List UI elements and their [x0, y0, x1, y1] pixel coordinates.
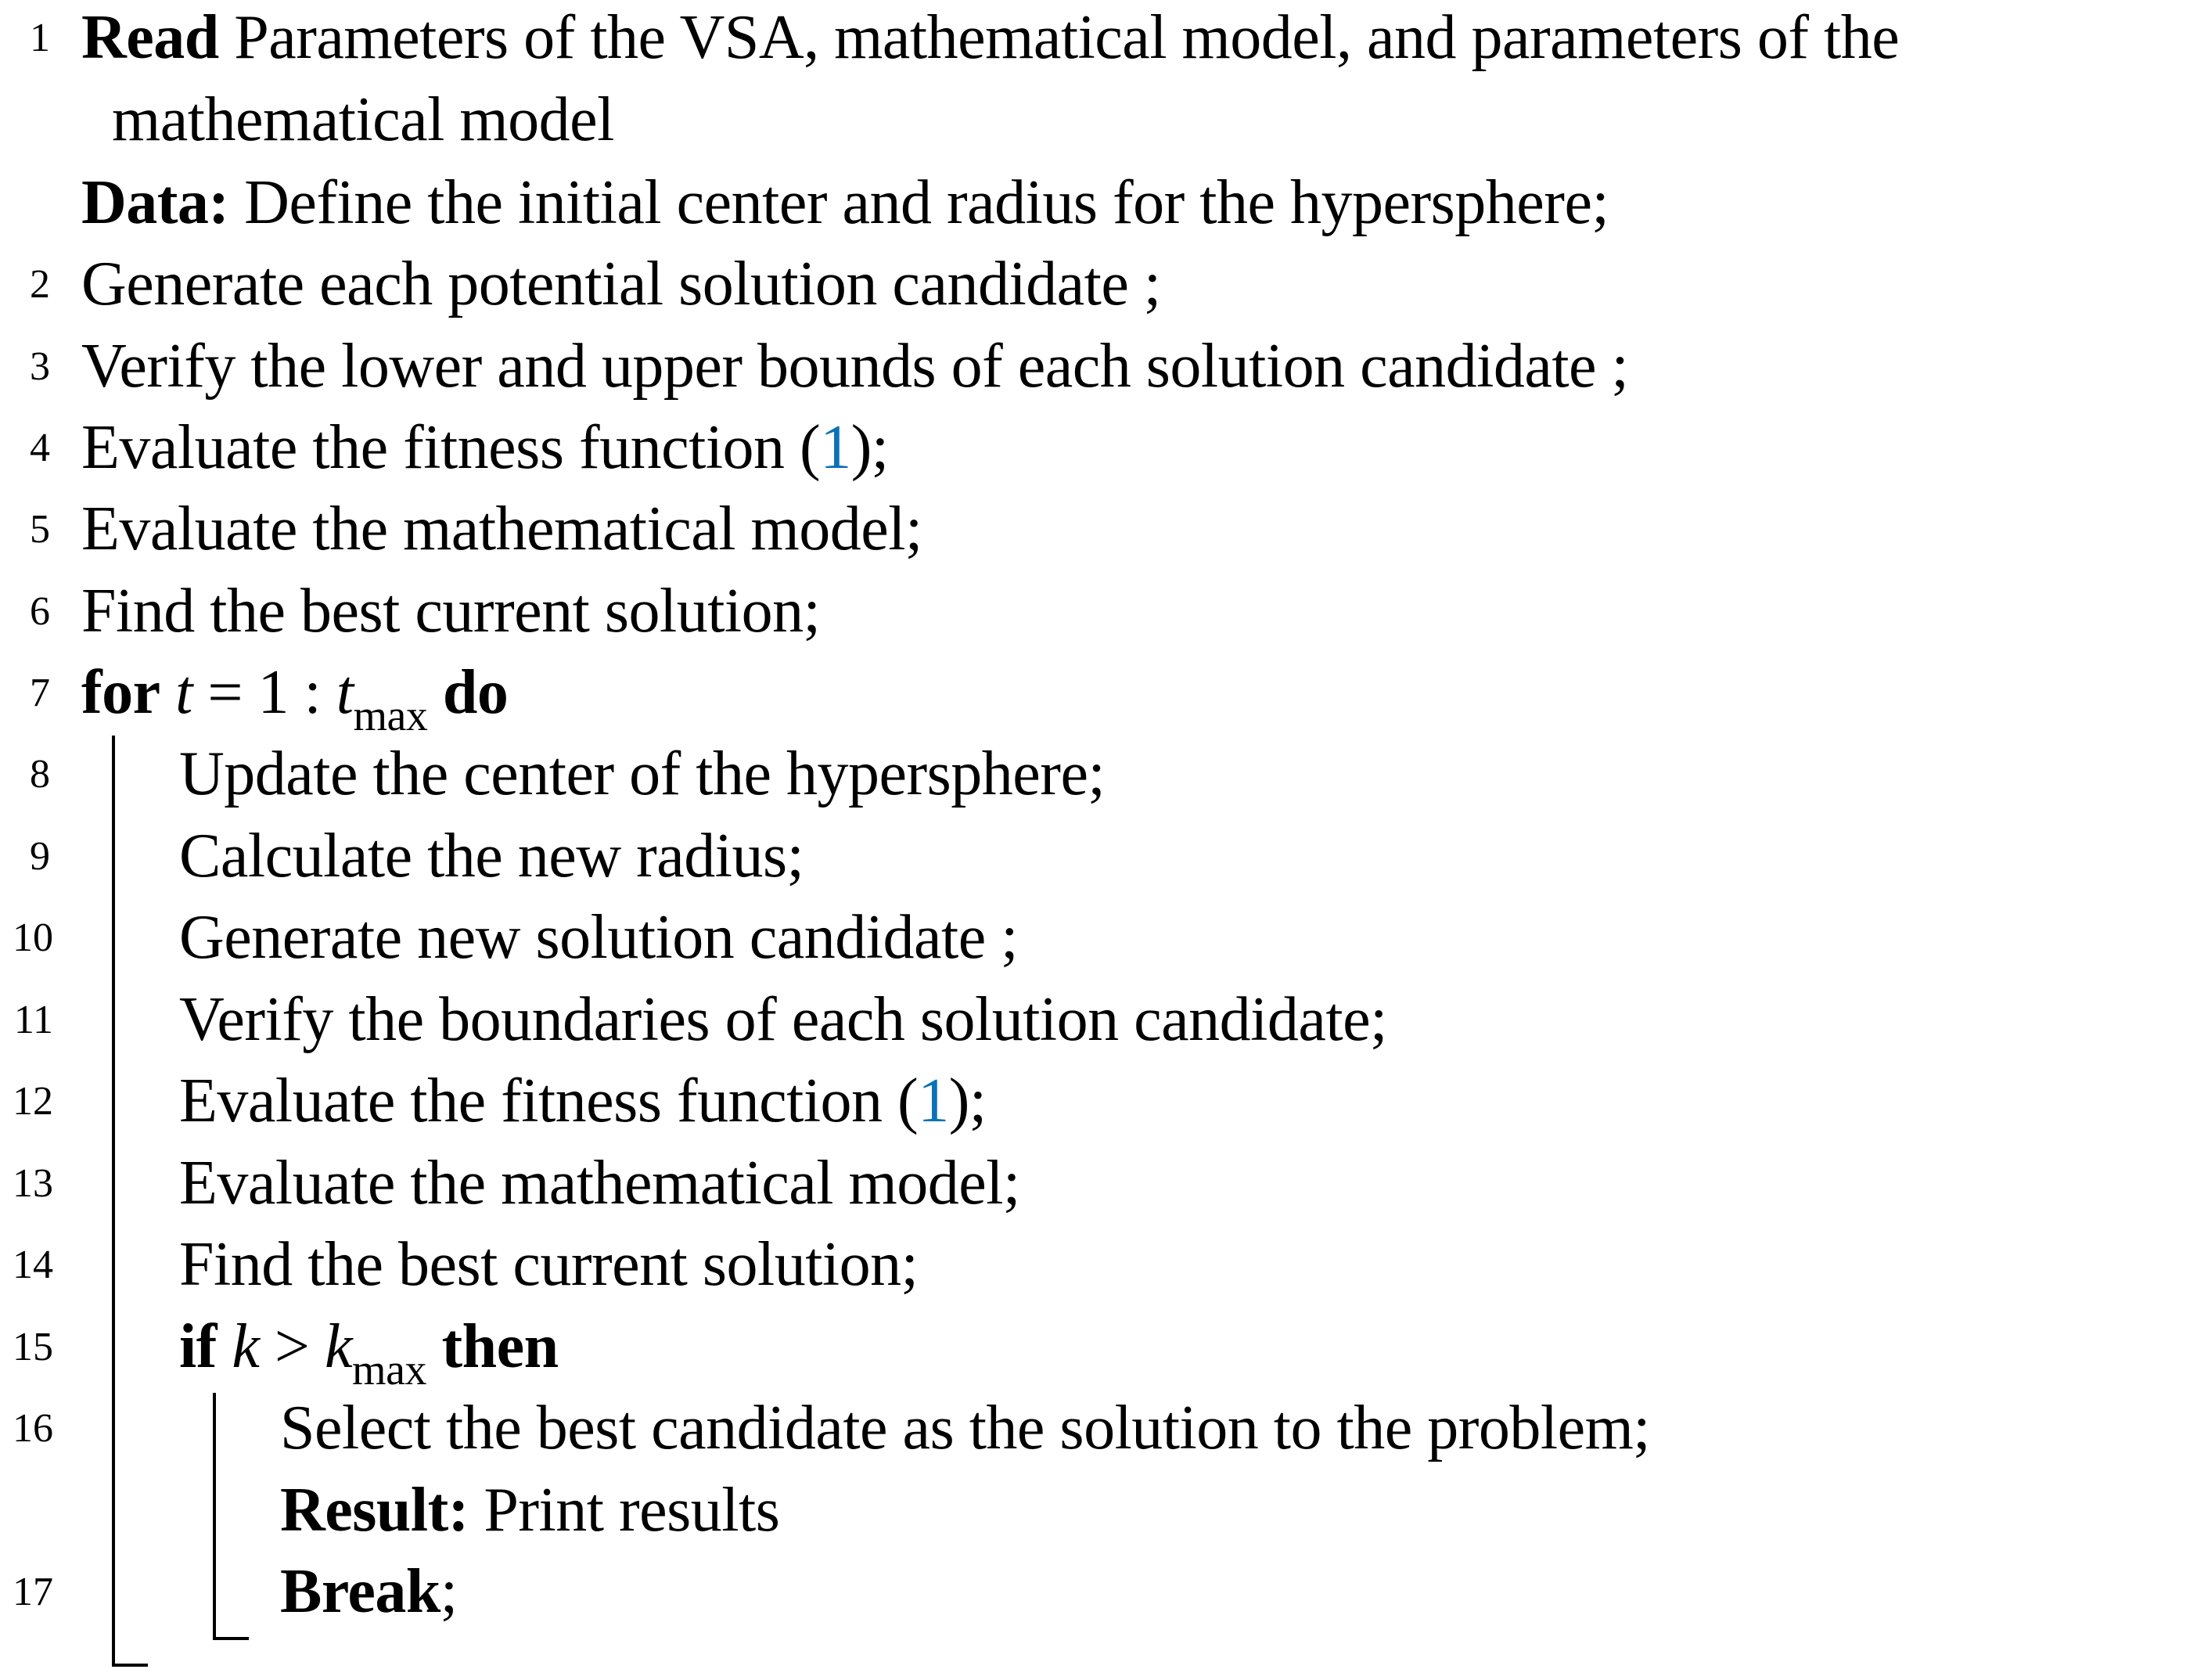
line-number: 15	[13, 1325, 53, 1369]
line-number: 8	[30, 752, 50, 797]
algo-line-9	[0, 815, 2197, 898]
line-text: Data: Define the initial center and radius for the hypersphere;	[81, 168, 1609, 237]
algo-line-5	[0, 488, 2197, 570]
line-text: mathematical model	[112, 85, 614, 154]
line-text: Update the center of the hypersphere;	[179, 739, 1106, 808]
line-number: 9	[30, 834, 50, 879]
keyword-then: then	[441, 1312, 559, 1381]
line-number: 16	[13, 1406, 53, 1451]
algo-line-6	[0, 570, 2197, 653]
line-text: Select the best candidate as the solution to the problem;	[280, 1394, 1651, 1462]
algo-line-2	[0, 243, 2197, 326]
line-text: Evaluate the fitness function (1);	[81, 413, 889, 482]
for-block-bar	[112, 736, 115, 1667]
algo-line-14	[0, 1224, 2197, 1306]
algo-line-17	[0, 1551, 2197, 1633]
line-number: 13	[13, 1161, 53, 1206]
algo-line-15-if	[0, 1306, 2197, 1394]
line-number: 3	[30, 344, 50, 389]
line-number: 11	[13, 998, 53, 1042]
line-text: Calculate the new radius;	[179, 822, 804, 890]
algo-data-line	[0, 162, 2197, 244]
algo-result-line	[0, 1470, 2197, 1552]
if-block-bar	[213, 1393, 216, 1640]
line-number: 12	[13, 1079, 53, 1124]
line-text: Generate each potential solution candidate ;	[81, 250, 1161, 318]
line-text: Break;	[280, 1557, 458, 1626]
line-number: 17	[13, 1570, 53, 1614]
line-number: 14	[13, 1243, 53, 1287]
line-number: 10	[13, 916, 53, 960]
line-text: Evaluate the fitness function (1);	[179, 1067, 987, 1135]
line-number: 2	[30, 262, 50, 307]
if-block-end-tick	[213, 1637, 249, 1640]
line-text: Verify the boundaries of each solution candidate;	[179, 985, 1387, 1054]
line-text: Find the best current solution;	[81, 577, 821, 646]
keyword-do: do	[442, 658, 509, 727]
line-text: Result: Print results	[280, 1476, 780, 1545]
algo-line-16	[0, 1387, 2197, 1470]
line-text: Verify the lower and upper bounds of each solution candidate ;	[81, 332, 1629, 401]
keyword-read: Read	[81, 3, 219, 72]
line-number: 7	[30, 671, 50, 715]
line-text: Find the best current solution;	[179, 1230, 919, 1299]
algo-line-12	[0, 1060, 2197, 1142]
algo-line-8	[0, 733, 2197, 815]
keyword-break: Break	[280, 1557, 440, 1626]
algo-line-1	[0, 0, 2197, 79]
line-text: Read Parameters of the VSA, mathematical model, and parameters of the	[81, 3, 1900, 72]
algo-line-4	[0, 407, 2197, 489]
algo-line-11	[0, 979, 2197, 1061]
algo-line-7-for	[0, 652, 2197, 740]
line-text: for t = 1 : $t_{max}$ do	[81, 658, 509, 740]
line-text: if $k > k_{max}$ then	[179, 1312, 559, 1394]
line-text: Generate new solution candidate ;	[179, 903, 1018, 972]
algo-line-1-continuation	[0, 79, 2197, 161]
keyword-if: if	[179, 1312, 217, 1381]
line-number: 5	[30, 507, 50, 552]
equation-reference-link[interactable]: 1	[820, 413, 851, 482]
algo-line-13	[0, 1142, 2197, 1225]
equation-reference-link[interactable]: 1	[918, 1067, 949, 1135]
keyword-result: Result:	[280, 1476, 469, 1545]
keyword-data: Data:	[81, 168, 229, 237]
algo-line-10	[0, 897, 2197, 979]
keyword-for: for	[81, 658, 160, 727]
line-number: 1	[30, 16, 50, 60]
for-block-end-tick	[112, 1664, 148, 1667]
line-text: Evaluate the mathematical model;	[179, 1149, 1020, 1218]
line-number: 4	[30, 426, 50, 470]
algo-line-3	[0, 326, 2197, 408]
line-number: 6	[30, 589, 50, 634]
line-text: Evaluate the mathematical model;	[81, 495, 922, 563]
